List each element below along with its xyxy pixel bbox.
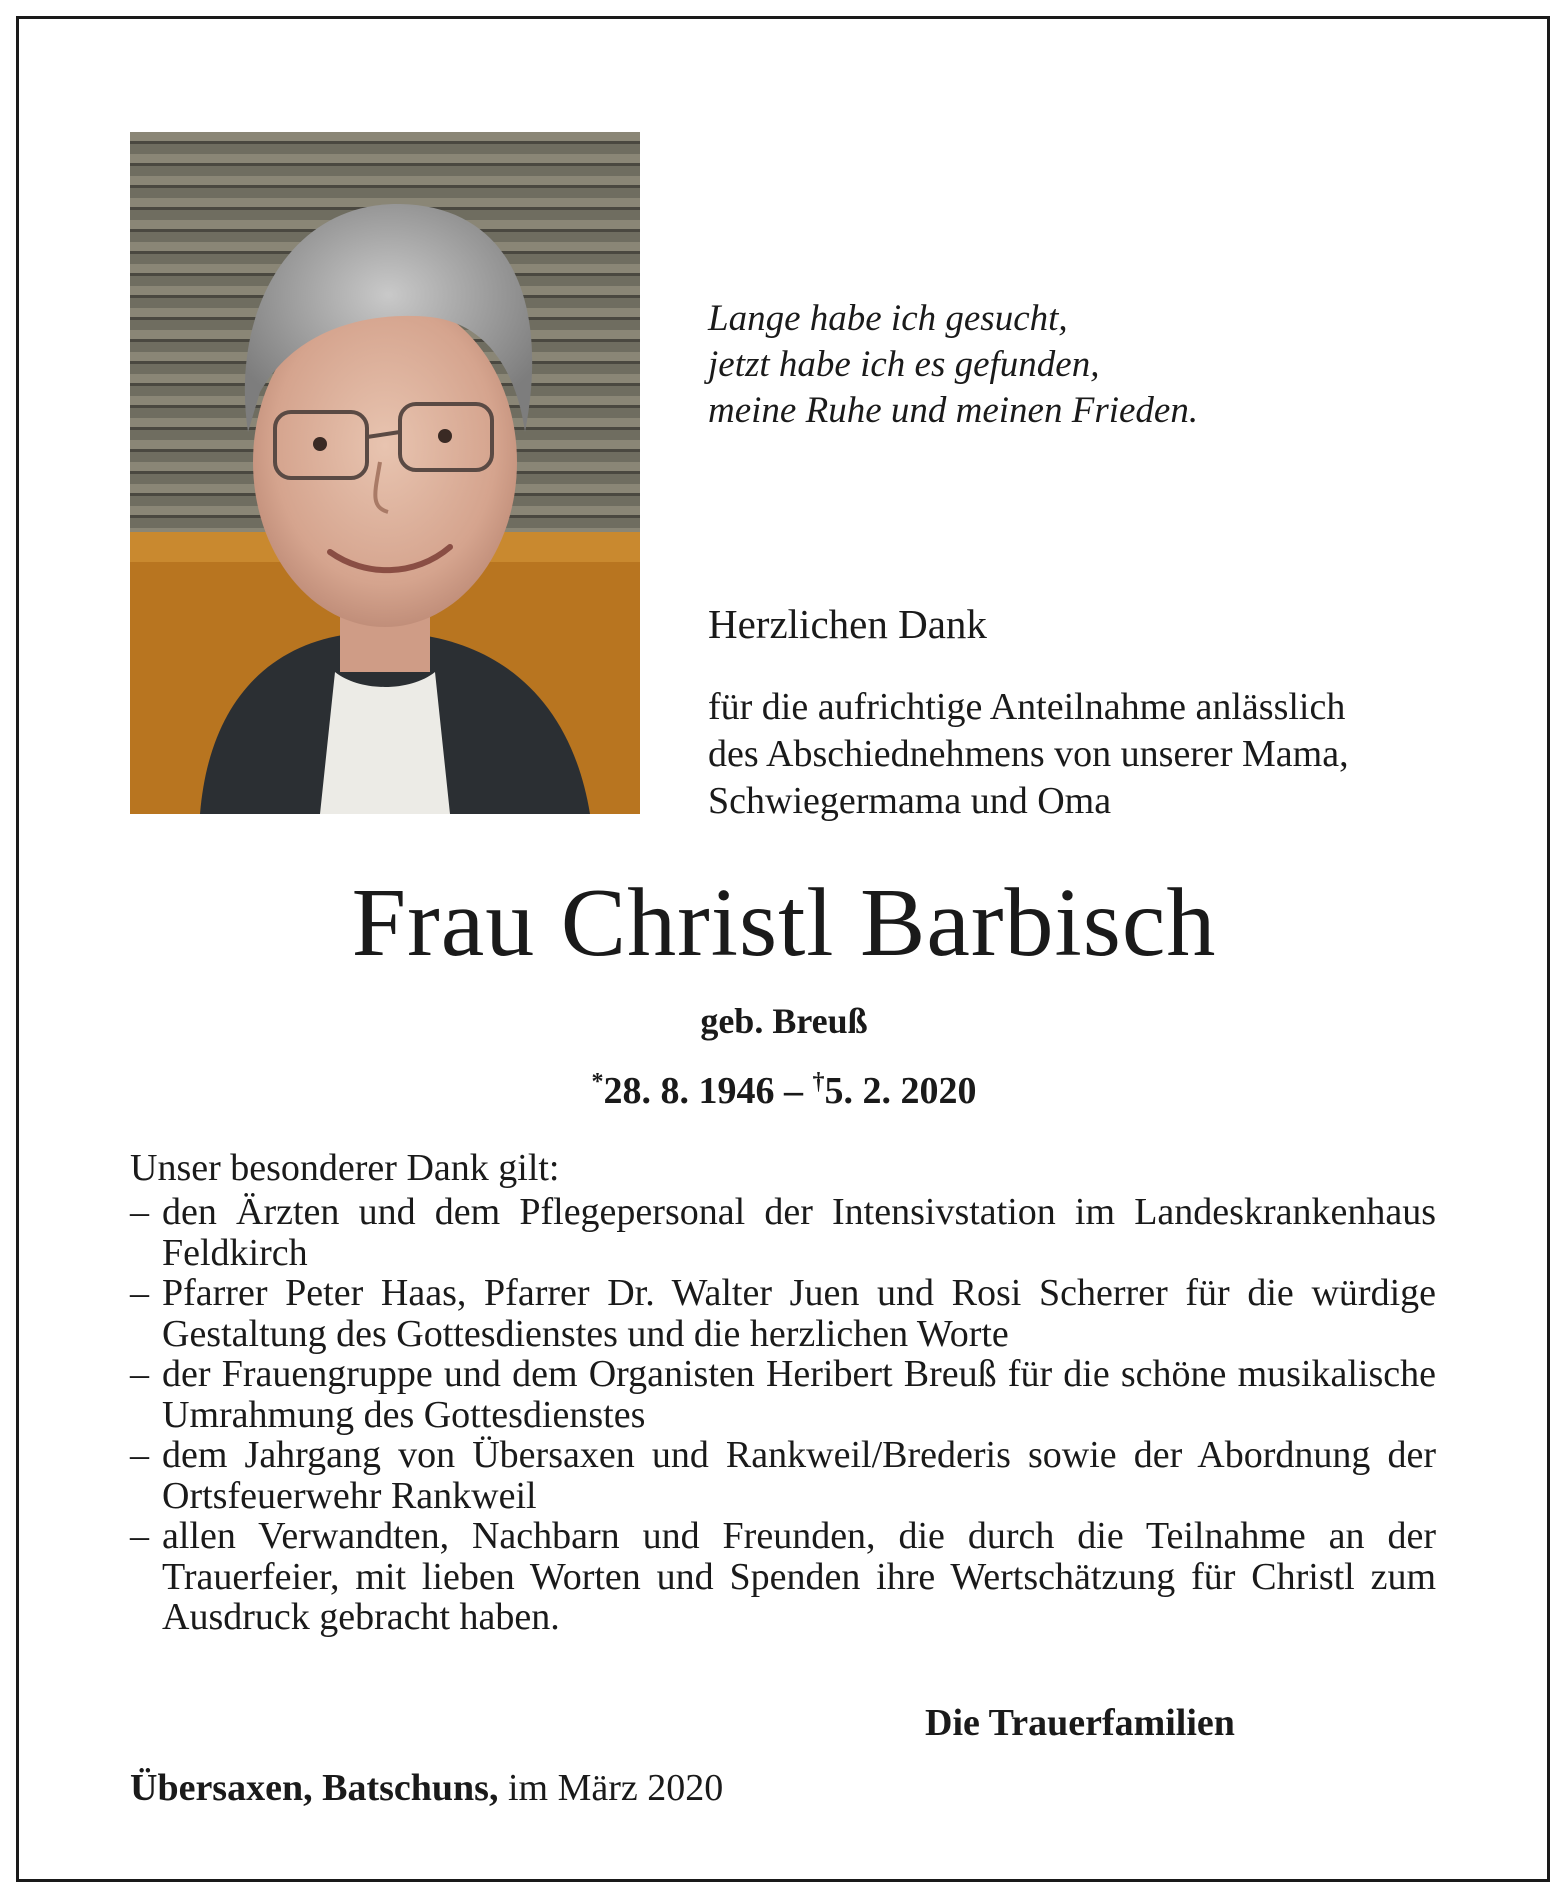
poem <box>708 296 1198 434</box>
list-item <box>130 1192 1436 1273</box>
list-dash: – <box>130 1191 149 1233</box>
thanks-title: Herzlichen Dank <box>708 601 987 647</box>
special-thanks-intro: Unser besonderer Dank gilt: <box>130 1147 560 1189</box>
signature: Die Trauerfamilien <box>925 1702 1235 1744</box>
list-item <box>130 1273 1436 1354</box>
death-symbol: † <box>812 1069 825 1095</box>
portrait-photo <box>130 132 640 814</box>
born-name: geb. Breuß <box>700 1001 868 1041</box>
birth-symbol: * <box>591 1069 604 1095</box>
portrait-image <box>130 132 640 814</box>
list-dash: – <box>130 1434 149 1476</box>
list-item-text: der Frauengruppe und dem Organisten Heribert Breuß für die schöne musikalische Umrahmung des Gottesdienstes <box>162 1353 1436 1436</box>
place-date: im März 2020 <box>507 1767 724 1809</box>
list-item-text: Pfarrer Peter Haas, Pfarrer Dr. Walter Juen und Rosi Scherrer für die würdige Gestaltung des Gottesdienstes und die herzlichen Worte <box>162 1272 1436 1355</box>
list-item-text: dem Jahrgang von Übersaxen und Rankweil/Brederis sowie der Abordnung der Ortsfeuerwehr Rankweil <box>162 1434 1436 1517</box>
list-dash: – <box>130 1353 149 1395</box>
poem-line: jetzt habe ich es gefunden, <box>708 344 1100 385</box>
date-separator: – <box>784 1070 803 1112</box>
thanks-line: für die aufrichtige Anteilnahme anlässlich <box>708 686 1346 728</box>
thanks-line: Schwiegermama und Oma <box>708 780 1112 822</box>
list-item <box>130 1516 1436 1638</box>
deceased-name: Frau Christl Barbisch <box>351 869 1217 977</box>
birth-date: 28. 8. 1946 <box>603 1070 775 1112</box>
poem-line: meine Ruhe und meinen Frieden. <box>708 390 1199 431</box>
list-item <box>130 1354 1436 1435</box>
list-item-text: allen Verwandten, Nachbarn und Freunden, die durch die Teilnahme an der Trauerfeier, mit lieben Worten und Spenden ihre Wertschätzung für Christl zum Ausdruck gebracht haben. <box>162 1515 1436 1638</box>
poem-line: Lange habe ich gesucht, <box>708 298 1068 339</box>
list-dash: – <box>130 1515 149 1557</box>
list-dash: – <box>130 1272 149 1314</box>
life-dates <box>0 1058 1568 1115</box>
thanks-line: des Abschiednehmens von unserer Mama, <box>708 733 1349 775</box>
death-date: 5. 2. 2020 <box>824 1070 977 1112</box>
special-thanks-list <box>130 1192 1436 1638</box>
place-locations: Übersaxen, Batschuns, <box>130 1767 499 1809</box>
list-item <box>130 1435 1436 1516</box>
thanks-text <box>708 684 1349 825</box>
place-and-date <box>130 1765 723 1811</box>
list-item-text: den Ärzten und dem Pflegepersonal der Intensivstation im Landeskrankenhaus Feldkirch <box>162 1191 1436 1274</box>
